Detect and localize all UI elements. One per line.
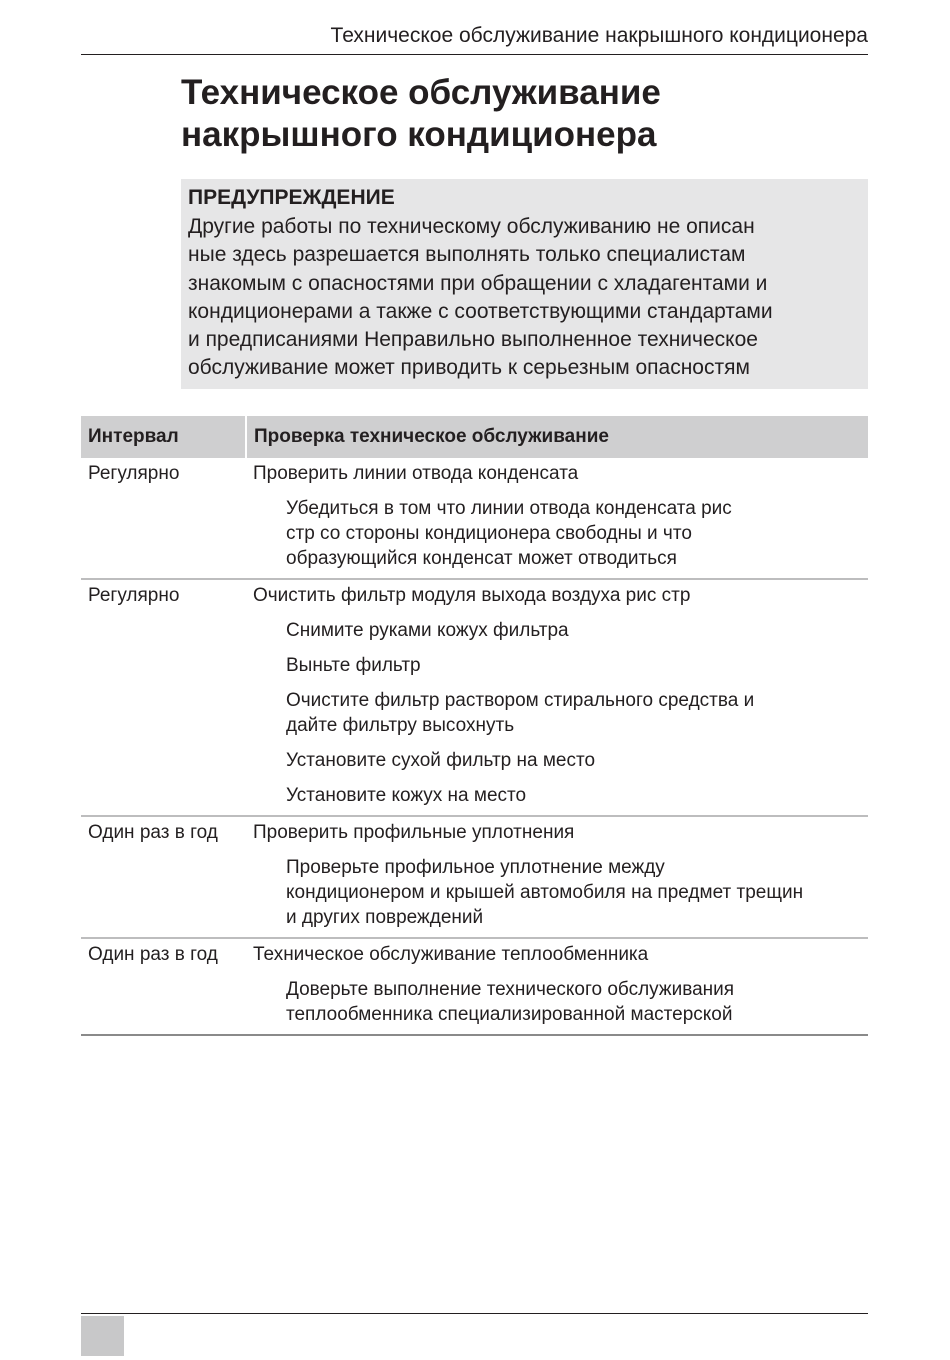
header-rule bbox=[81, 54, 868, 55]
warning-line: кондиционерами а также с соответствующими стандартами bbox=[188, 299, 773, 323]
step-line: Доверьте выполнение технического обслуживания bbox=[286, 979, 735, 1000]
table-row bbox=[81, 458, 868, 579]
footer-rule bbox=[81, 1313, 868, 1314]
check-title: Техническое обслуживание теплообменника bbox=[253, 944, 649, 965]
table-row bbox=[81, 816, 868, 938]
warning-line: обслуживание может приводить к серьезным опасностям bbox=[188, 356, 750, 380]
table-row bbox=[81, 579, 868, 816]
step-line: образующийся конденсат может отводиться bbox=[286, 548, 677, 569]
column-header-check: Проверка техническое обслуживание bbox=[246, 416, 868, 458]
warning-line: и предписаниями Неправильно выполненное техническое bbox=[188, 328, 758, 352]
page-number-tab bbox=[81, 1316, 124, 1356]
table-header-row bbox=[81, 416, 868, 458]
interval-cell: Один раз в год bbox=[81, 938, 246, 1035]
check-title: Очистить фильтр модуля выхода воздуха рис стр bbox=[253, 585, 691, 606]
warning-line: ные здесь разрешается выполнять только специалистам bbox=[188, 243, 746, 267]
step-line: Установите сухой фильтр на место bbox=[286, 750, 596, 771]
column-header-interval: Интервал bbox=[81, 416, 246, 458]
page-title-line-1: Техническое обслуживание bbox=[181, 73, 661, 112]
warning-heading: ПРЕДУПРЕЖДЕНИЕ bbox=[188, 186, 395, 209]
check-cell bbox=[246, 579, 868, 816]
check-cell bbox=[246, 938, 868, 1035]
step-item bbox=[286, 977, 861, 1027]
step-item bbox=[286, 783, 861, 808]
interval-cell: Один раз в год bbox=[81, 816, 246, 938]
step-item bbox=[286, 618, 861, 643]
maintenance-table bbox=[81, 416, 868, 1036]
step-line: и других повреждений bbox=[286, 907, 484, 928]
step-line: Установите кожух на место bbox=[286, 785, 527, 806]
step-item bbox=[286, 653, 861, 678]
step-line: дайте фильтру высохнуть bbox=[286, 715, 515, 736]
warning-line: знакомым с опасностями при обращении с хладагентами и bbox=[188, 271, 768, 295]
check-cell bbox=[246, 816, 868, 938]
page-title-line-2: накрышного кондиционера bbox=[181, 115, 657, 154]
step-line: Убедиться в том что линии отвода конденсата рис bbox=[286, 498, 732, 519]
check-title: Проверить линии отвода конденсата bbox=[253, 463, 579, 484]
step-item bbox=[286, 855, 861, 930]
running-header: Техническое обслуживание накрышного кондиционера bbox=[330, 24, 868, 47]
step-line: Очистите фильтр раствором стирального средства и bbox=[286, 690, 755, 711]
step-item bbox=[286, 748, 861, 773]
step-item bbox=[286, 688, 861, 738]
check-cell bbox=[246, 458, 868, 579]
warning-line: Другие работы по техническому обслуживанию не описан bbox=[188, 215, 755, 238]
step-line: стр со стороны кондиционера свободны и что bbox=[286, 523, 692, 544]
interval-cell: Регулярно bbox=[81, 458, 246, 579]
step-item bbox=[286, 496, 861, 571]
step-line: Проверьте профильное уплотнение между bbox=[286, 857, 665, 878]
step-line: кондиционером и крышей автомобиля на предмет трещин bbox=[286, 882, 804, 903]
warning-box bbox=[181, 179, 868, 389]
table-row bbox=[81, 938, 868, 1035]
check-title: Проверить профильные уплотнения bbox=[253, 822, 575, 843]
step-line: Выньте фильтр bbox=[286, 655, 421, 676]
step-line: Снимите руками кожух фильтра bbox=[286, 620, 569, 641]
interval-cell: Регулярно bbox=[81, 579, 246, 816]
step-line: теплообменника специализированной мастерской bbox=[286, 1004, 733, 1025]
page-title bbox=[181, 72, 821, 156]
